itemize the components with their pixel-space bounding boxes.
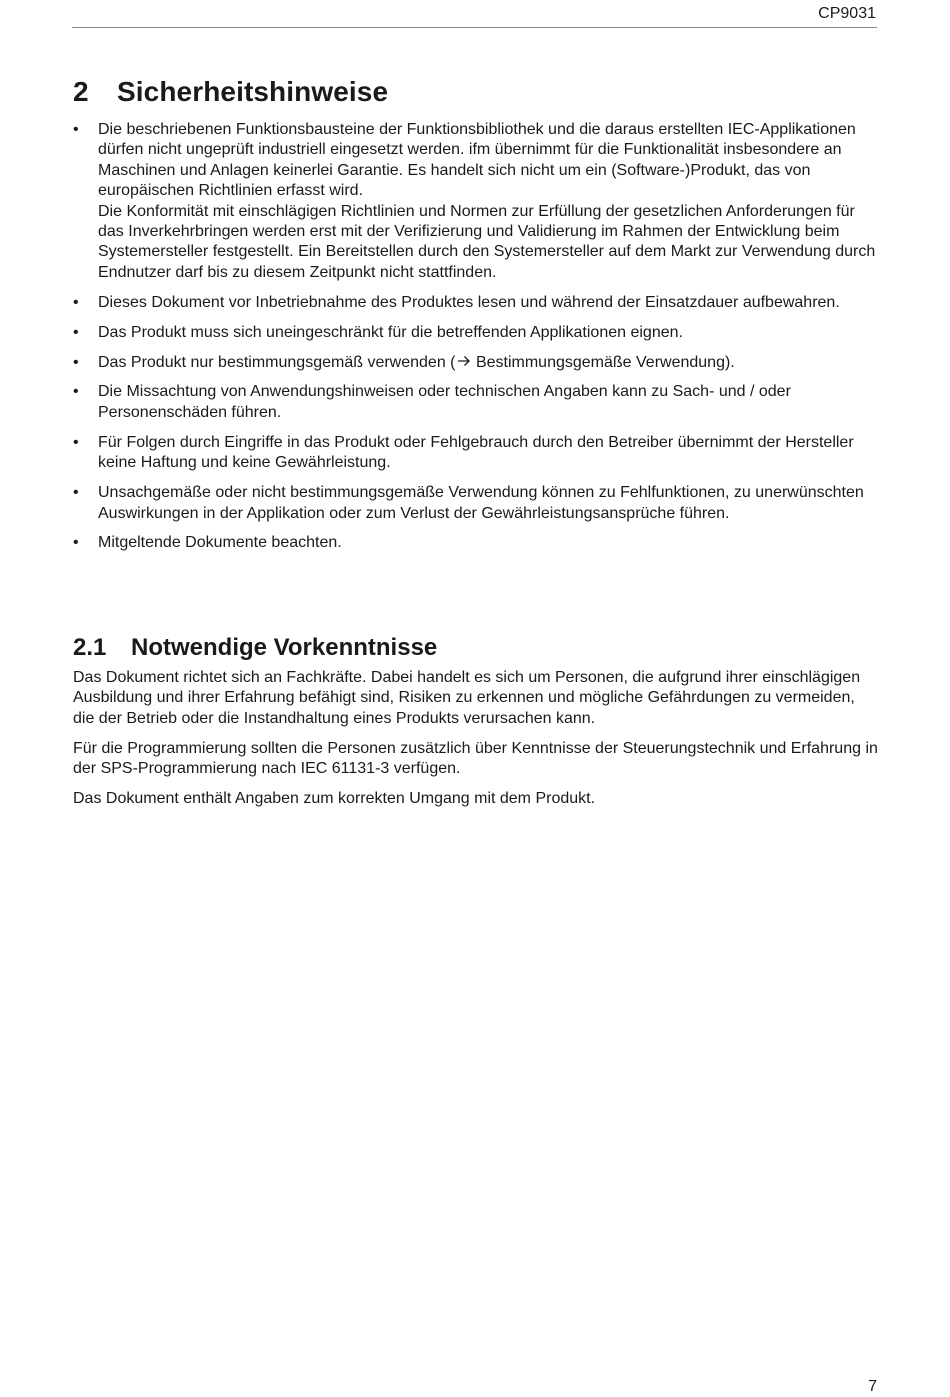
list-item <box>73 433 879 474</box>
bullet-glyph: • <box>73 293 79 311</box>
list-item <box>73 382 879 423</box>
body-paragraph: Für die Programmierung sollten die Personen zusätzlich über Kenntnisse der Steuerungstechnik und Erfahrung in der SPS-Programmierung nach IEC 61131-3 verfügen. <box>73 739 878 777</box>
bullet-glyph: • <box>73 383 79 401</box>
section-title: Sicherheitshinweise <box>117 76 389 107</box>
list-item-text: Dieses Dokument vor Inbetriebnahme des Produktes lesen und während der Einsatzdauer aufbewahren. <box>98 293 840 311</box>
bullet-glyph: • <box>73 323 79 341</box>
list-item <box>73 353 879 373</box>
list-item-text: Unsachgemäße oder nicht bestimmungsgemäße Verwendung können zu Fehlfunktionen, zu unerwünschten Auswirkungen in der Applikation oder zum Verlust der Gewährleistungsansprüche führen. <box>98 484 864 522</box>
list-item-text-start: Das Produkt nur bestimmungsgemäß verwenden ( <box>98 353 456 371</box>
page-content <box>73 74 879 819</box>
list-item-text <box>98 353 879 373</box>
body-paragraph: Das Dokument richtet sich an Fachkräfte. Dabei handelt es sich um Personen, die aufgrund ihrer einschlägigen Ausbildung und ihrer Erfahrung befähigt sind, Risiken zu erkennen und mögliche Gefährdungen zu vermeiden, die der Betrieb oder die Instandhaltung eines Produkts verursachen kann. <box>73 668 861 727</box>
subsection-title: Notwendige Vorkenntnisse <box>131 633 438 661</box>
section-number: 2 <box>73 76 89 107</box>
list-item <box>73 533 879 553</box>
list-item <box>73 323 879 343</box>
bullet-glyph: • <box>73 353 79 371</box>
list-item-text: Das Produkt muss sich uneingeschränkt für die betreffenden Applikationen eignen. <box>98 323 683 341</box>
document-code: CP9031 <box>818 5 876 22</box>
page-number: 7 <box>868 1378 877 1395</box>
cross-reference-link[interactable]: Bestimmungsgemäße Verwendung). <box>471 353 735 371</box>
bullet-glyph: • <box>73 433 79 451</box>
subsection-heading <box>73 633 879 663</box>
list-item-text: Für Folgen durch Eingriffe in das Produkt oder Fehlgebrauch durch den Betreiber übernimmt der Hersteller keine Haftung und keine Gewährleistung. <box>98 433 854 472</box>
subsection-prerequisites <box>73 633 879 809</box>
body-paragraph: Das Dokument enthält Angaben zum korrekten Umgang mit dem Produkt. <box>73 789 596 807</box>
bullet-glyph: • <box>73 121 79 138</box>
bullet-glyph: • <box>73 534 79 552</box>
section-heading-safety <box>73 74 879 110</box>
list-item-text: Die Missachtung von Anwendungshinweisen oder technischen Angaben kann zu Sach- und / oder Personenschäden führen. <box>98 383 791 421</box>
arrow-right-icon <box>457 354 471 368</box>
list-item <box>73 483 879 524</box>
list-item-text: Mitgeltende Dokumente beachten. <box>98 534 342 552</box>
list-item-text: Die beschriebenen Funktionsbausteine der Funktionsbibliothek und die daraus erstellten IEC-Applikationen dürfen nicht ungeprüft industriell eingesetzt werden. ifm übernimmt für die Funktionalität insbesondere an Maschinen und Anlagen keinerlei Garantie. Es handelt sich nicht um ein (Software-)Produkt, das von europäischen Richtlinien erfasst wird. <box>98 121 856 200</box>
list-item <box>73 120 879 283</box>
subsection-number: 2.1 <box>73 633 107 661</box>
list-item <box>73 293 879 313</box>
bullet-glyph: • <box>73 484 79 502</box>
list-item-text: Die Konformität mit einschlägigen Richtlinien und Normen zur Erfüllung der gesetzlichen Anforderungen für das Inverkehrbringen werden erst mit der Verifizierung und Validierung im Rahmen der Entwicklung beim Systemersteller festgestellt. Ein Bereitstellen durch den Systemersteller auf dem Markt zur Verwendung durch Endnutzer darf bis zu diesem Zeitpunkt nicht stattfinden. <box>98 202 876 281</box>
header-divider <box>72 27 877 28</box>
safety-bullet-list <box>73 120 879 554</box>
